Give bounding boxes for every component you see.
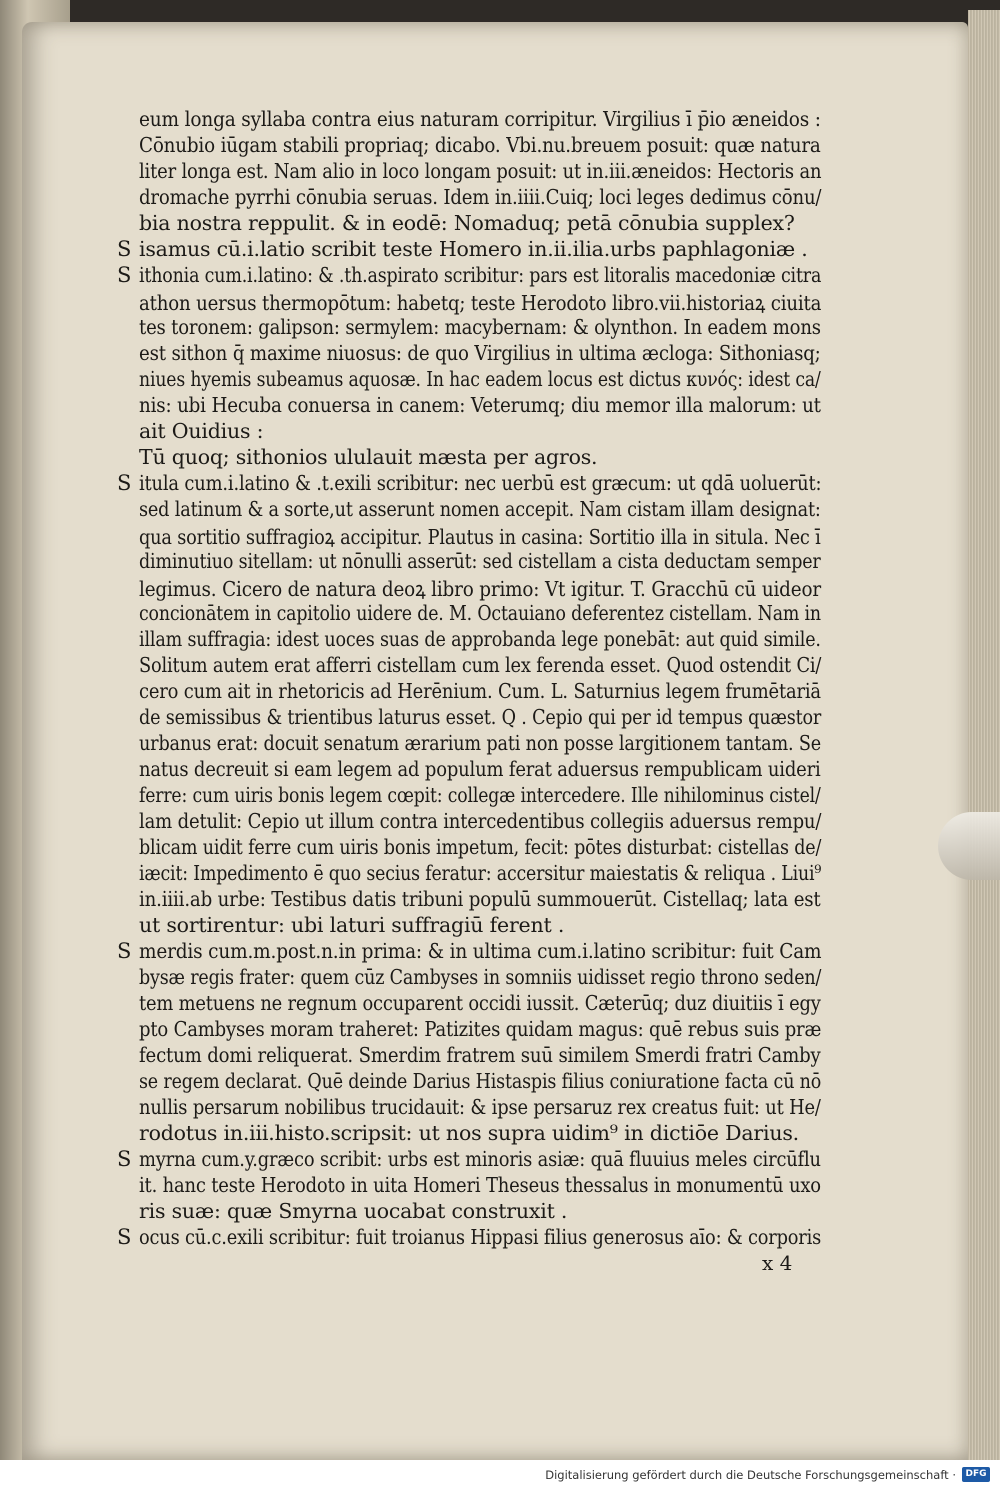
text-line: liter longa est. Nam alio in loco longam posuit: ut in.iii.æneidos: Hectoris an — [139, 159, 822, 183]
text-line: eum longa syllaba contra eius naturam corripitur. Virgilius ī p̄io æneidos : — [139, 107, 821, 131]
text-line: ithonia cum.i.latino: & .th.aspirato scribitur: pars est litoralis macedoniæ citra — [139, 263, 822, 287]
text-line: qua sortitio suffragioꝝ accipitur. Plautus in casina: Sortitio illa in situla. Nec ī — [139, 525, 821, 549]
text-line: fectum domi reliquerat. Smerdim fratrem suū similem Smerdi fratri Camby — [139, 1043, 821, 1067]
text-line: lam detulit: Cepio ut illum contra intercedentibus collegiis aduersus rempu/ — [139, 809, 822, 833]
text-line: rodotus in.iii.histo.scripsit: ut nos supra uidim⁹ in dictiōe Darius. — [139, 1121, 799, 1145]
book-clip — [938, 812, 1000, 880]
text-line: nullis persarum nobilibus trucidauit: & ipse persaruz rex creatus fuit: ut He/ — [139, 1095, 821, 1119]
text-line: concionātem in capitolio uidere de. M. Octauiano deferentez cistellam. Nam in — [139, 601, 821, 625]
initial-letter: S — [117, 1147, 132, 1171]
text-line: ait Ouidius : — [139, 419, 264, 443]
text-line: diminutiuo sitellam: ut nōnulli asserūt: sed cistellam a cista deductam semper — [139, 549, 821, 573]
text-line: ris suæ: quæ Smyrna uocabat construxit . — [139, 1199, 568, 1223]
text-line: iæcit: Impedimento ē quo secius feratur: accersitur maiestatis & reliqua . Liui⁹ — [139, 861, 822, 885]
initial-letter: S — [117, 263, 132, 287]
initial-letter: S — [117, 471, 132, 495]
page-edges — [968, 10, 1000, 1460]
text-line: merdis cum.m.post.n.in prima: & in ultima cum.i.latino scribitur: fuit Cam — [139, 939, 822, 963]
text-line: bysæ regis frater: quem cūz Cambyses in somniis uidisset regio throno seden/ — [139, 965, 822, 989]
initial-letter: S — [117, 939, 132, 963]
text-line: tes toronem: galipson: sermylem: macybernam: & olynthon. In eadem mons — [139, 315, 821, 339]
text-line: it. hanc teste Herodoto in uita Homeri Theseus thessalus in monumentū uxo — [139, 1173, 821, 1197]
text-line: Solitum autem erat afferri cistellam cum lex ferenda esset. Quod ostendit Ci/ — [139, 653, 822, 677]
text-line: niues hyemis subeamus aquosæ. In hac eadem locus est dictus κυνός: idest ca/ — [139, 367, 821, 391]
text-line: dromache pyrrhi cōnubia seruas. Idem in.iiii.Cuiq; loci leges dedimus cōnu/ — [139, 185, 822, 209]
text-line: isamus cū.i.latio scribit teste Homero in.ii.ilia.urbs paphlagoniæ . — [139, 237, 808, 261]
text-line: in.iiii.ab urbe: Testibus datis tribuni populū summouerūt. Cistellaq; lata est — [139, 887, 821, 911]
initial-letter: S — [117, 1225, 132, 1249]
text-line: myrna cum.y.græco scribit: urbs est minoris asiæ: quā fluuius meles circūflu — [139, 1147, 821, 1171]
text-line: bia nostra reppulit. & in eodē: Nomaduq; petā cōnubia supplex? — [139, 211, 795, 235]
text-line: ferre: cum uiris bonis legem cœpit: collegæ intercedere. Ille nihilominus cistel/ — [139, 783, 821, 807]
text-line: de semissibus & trientibus laturus esset. Q . Cepio qui per id tempus quæstor — [139, 705, 822, 729]
text-line: se regem declarat. Quē deinde Darius Histaspis filius coniuratione facta cū nō — [139, 1069, 822, 1093]
text-line: urbanus erat: docuit senatum ærarium pati non posse largitionem tantam. Se — [139, 731, 822, 755]
dfg-logo: DFG — [962, 1467, 990, 1482]
footer-bar — [0, 1460, 1000, 1491]
text-line: itula cum.i.latino & .t.exili scribitur: nec uerbū est græcum: ut qdā uoluerūt: — [139, 471, 822, 495]
text-line: pto Cambyses moram traheret: Patizites quidam magus: quē rebus suis præ — [139, 1017, 822, 1041]
funding-notice: Digitalisierung gefördert durch die Deutsche Forschungsgemeinschaft · — [545, 1468, 956, 1482]
text-line: legimus. Cicero de natura deoꝝ libro primo: Vt igitur. T. Gracchū cū uideor — [139, 577, 821, 601]
page-text-block — [22, 22, 968, 1460]
text-line: sed latinum & a sorte,ut asserunt nomen accepit. Nam cistam illam designat: — [139, 497, 821, 521]
text-line: Tū quoq; sithonios ululauit mæsta per agros. — [139, 445, 598, 469]
signature-mark: x 4 — [762, 1251, 793, 1275]
text-line: nis: ubi Hecuba conuersa in canem: Veterumq; diu memor illa malorum: ut — [139, 393, 821, 417]
text-line: ut sortirentur: ubi laturi suffragiū ferent . — [139, 913, 565, 937]
text-line: cero cum ait in rhetoricis ad Herēnium. Cum. L. Saturnius legem frumētariā — [139, 679, 821, 703]
text-line: tem metuens ne regnum occuparent occidi iussit. Cæterūq; duz diuitiis ī egy — [139, 991, 821, 1015]
text-line: Cōnubio iūgam stabili propriaq; dicabo. Vbi.nu.breuem posuit: quæ natura — [139, 133, 821, 157]
text-line: athon uersus thermopōtum: habetq; teste Herodoto libro.vii.historiaꝝ ciuita — [139, 291, 822, 315]
book-page — [22, 22, 968, 1460]
text-line: blicam uidit ferre cum uiris bonis impetum, fecit: pōtes disturbat: cistellas de/ — [139, 835, 822, 859]
text-line: illam suffragia: idest uoces suas de approbanda lege ponebāt: aut quid simile. — [139, 627, 821, 651]
text-line: ocus cū.c.exili scribitur: fuit troianus Hippasi filius generosus aīo: & corporis — [139, 1225, 822, 1249]
text-line: natus decreuit si eam legem ad populum ferat aduersus rempublicam uideri — [139, 757, 821, 781]
text-line: est sithon q̄ maxime niuosus: de quo Virgilius in ultima æcloga: Sithoniasq; — [139, 341, 821, 365]
initial-letter: S — [117, 237, 132, 261]
